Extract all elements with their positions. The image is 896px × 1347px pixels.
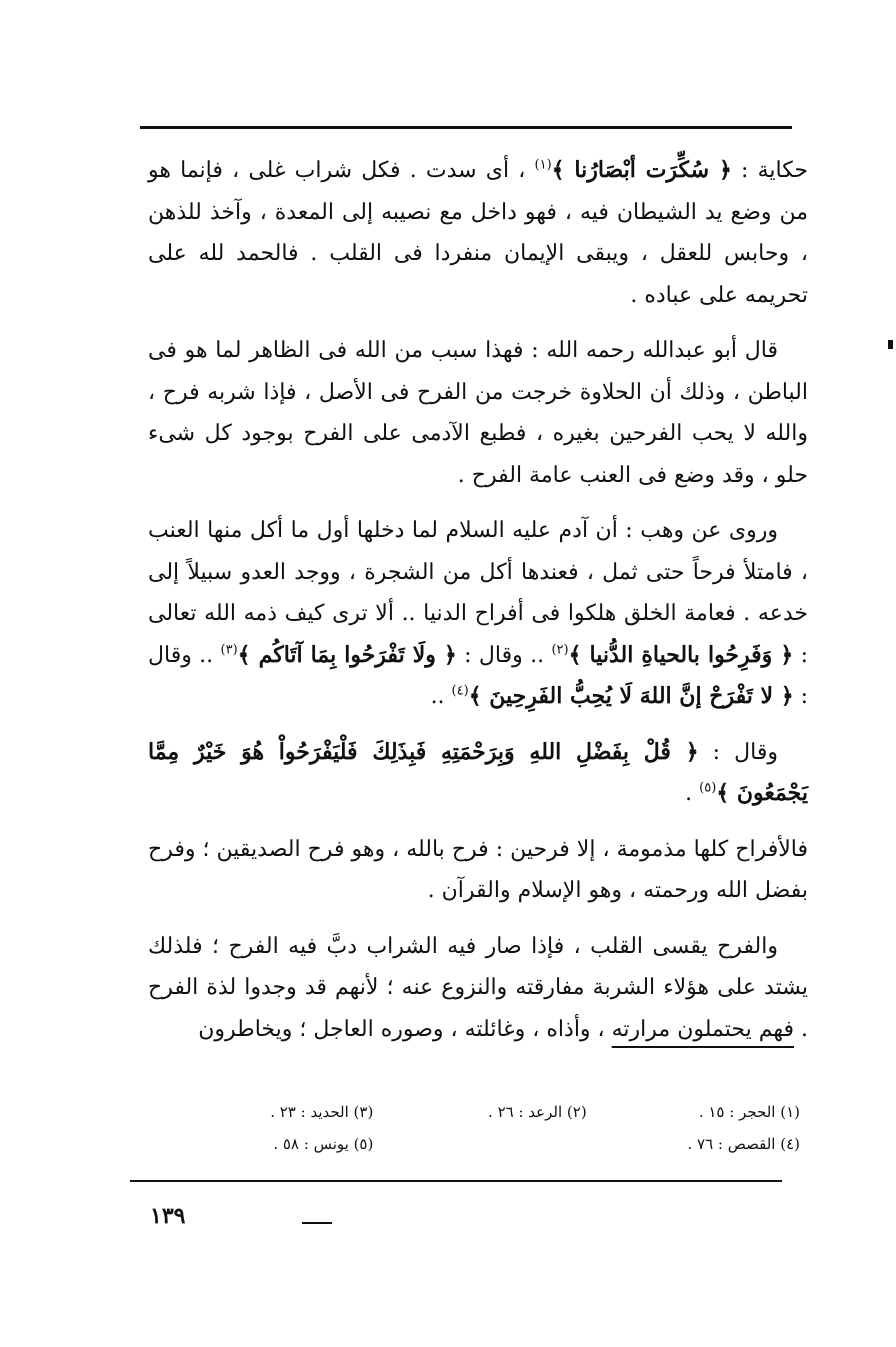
text-run: وروى عن وهب : أن آدم عليه السلام لما دخلها أول ما أكل منها العنب ، فامتلأ فرحاً حتى ثمل ، فعندها أكل من الشجرة ، ووجد العدو سبيلاً إلى خدعه . فعامة الخلق هلكوا فى أفراح الدنيا .. ألا ترى كيف ذمه الله تعالى :	[148, 518, 808, 668]
text-run: والفرح يقسى القلب ، فإذا صار فيه الشراب دبَّ فيه الفرح ؛ فلذلك يشتد على هؤلاء الشربة مفارقته والنزوع عنه ؛ لأنهم قد وجدوا لذة الفرح .	[148, 933, 808, 1042]
text-run: ..	[430, 684, 452, 709]
footnote-row	[160, 1096, 800, 1128]
paragraph	[148, 829, 808, 912]
text-run: ، أى سدت . فكل شراب غلى ، فإنما هو من وضع يد الشيطان فيه ، فهو داخل مع نصيبه إلى المعدة ، وآخذ للذهن ، وحابس للعقل ، ويبقى الإيمان منفردا فى القلب . فالحمد لله على تحريمه على عباده .	[148, 158, 808, 308]
footnote-ref: (٤)	[451, 683, 469, 699]
footnote: (٥) يونس : ٥٨ .	[273, 1135, 374, 1153]
paragraph	[148, 330, 808, 496]
text-run: .. وقال :	[456, 642, 552, 668]
text-run: .	[685, 781, 700, 806]
text-run: فالأفراح كلها مذمومة ، إلا فرحين : فرح بالله ، وهو فرح الصديقين ؛ وفرح بفضل الله ورحمته ، وهو الإسلام والقرآن .	[148, 836, 808, 903]
text-run: .. وقال :	[148, 642, 808, 709]
footnote-ref: (٢)	[551, 642, 569, 658]
footnote	[373, 1128, 586, 1160]
text-run: قال أبو عبدالله رحمه الله : فهذا سبب من الله فى الظاهر لما هو فى الباطن ، وذلك أن الحلاوة خرجت من الفرح فى الأصل ، فإذا شربه فرح ، والله لا يحب الفرحين بغيره ، فطبع الآدمى على الفرح بوجود كل شىء حلو ، وقد وضع فى العنب عامة الفرح .	[148, 338, 808, 488]
footnote: (٤) القصص : ٧٦ .	[687, 1135, 800, 1153]
paragraph	[148, 150, 808, 316]
quran-verse: ﴿ ولَا تَفْرَحُوا بِمَا آتَاكُم ﴾	[237, 641, 457, 668]
quran-verse: ﴿ وَفَرِحُوا بالحياةِ الدُّنيا ﴾	[568, 641, 794, 668]
body-text	[148, 150, 808, 1050]
text-run: ، وأذاه ، وغائلته ، وصوره العاجل ؛ ويخاطرون	[198, 1016, 612, 1042]
paragraph	[148, 510, 808, 718]
footnotes	[160, 1096, 800, 1160]
footnote-row	[160, 1128, 800, 1160]
underlined-text: فهم يحتملون مرارته	[611, 1016, 794, 1042]
footnote-ref: (٣)	[220, 642, 238, 658]
paragraph	[148, 926, 808, 1051]
page-number: ١٣٩	[150, 1203, 186, 1229]
bottom-rule	[130, 1180, 782, 1182]
footnote: (٢) الرعد : ٢٦ .	[488, 1103, 587, 1121]
quran-verse: ﴿ قُلْ بِفَضْلِ اللهِ وَبِرَحْمَتِهِ فَبِذَلِكَ فَلْيَفْرَحُواْ هُوَ خَيْرٌ مِمَّا يَجْمَعُونَ ﴾	[148, 738, 808, 806]
footnote-ref: (١)	[534, 157, 552, 173]
top-rule	[140, 126, 792, 129]
quran-verse: ﴿ لا تَفْرَحْ إنَّ اللهَ لَا يُحِبُّ الفَرِحِينَ ﴾	[468, 683, 794, 709]
quran-verse: ﴿ سُكِّرَت أبْصَارُنا ﴾	[551, 157, 732, 183]
footnote-ref: (٥)	[699, 780, 717, 796]
page-number-dash	[302, 1222, 332, 1224]
footnote: (٣) الحديد : ٢٣ .	[270, 1103, 374, 1121]
footnote: (١) الحجر : ١٥ .	[698, 1103, 800, 1121]
margin-mark	[888, 340, 893, 349]
paragraph	[148, 732, 808, 815]
text-run: حكاية :	[731, 158, 808, 183]
text-run: وقال :	[698, 739, 778, 765]
